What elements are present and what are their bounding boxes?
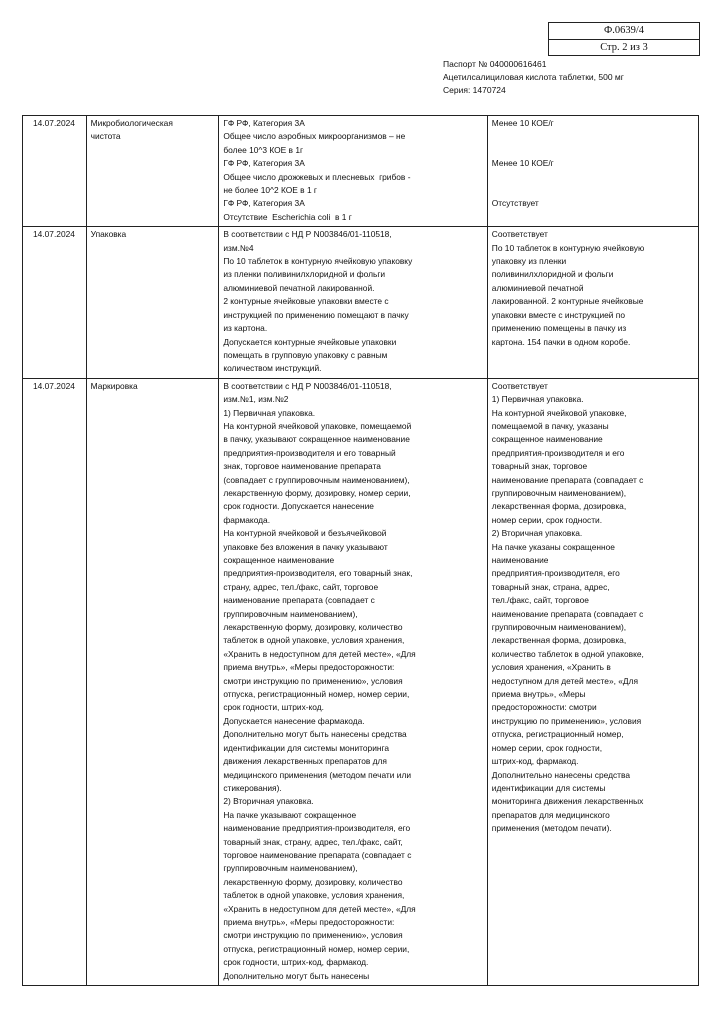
result-line: сокращенное наименование: [491, 434, 603, 445]
requirement-line: Допускается контурные ячейковые упаковки: [223, 336, 397, 347]
series-number: Серия: 1470724: [443, 85, 506, 95]
result-line: [492, 211, 694, 224]
result-line: мониторинга движения лекарственных: [491, 796, 644, 807]
result-line: отпуска, регистрационный номер,: [491, 729, 624, 740]
requirement-line: упаковке без вложения в пачку указывают: [223, 541, 388, 552]
result-line: [492, 184, 694, 197]
result-line: Соответствует: [491, 380, 548, 391]
result-line: алюминиевой печатной: [491, 282, 584, 293]
requirement-line: группировочным наименованием),: [223, 608, 358, 619]
result-line: наименование: [491, 555, 549, 565]
result-line: [492, 171, 694, 184]
passport-number: Паспорт № 040000616461: [443, 59, 547, 69]
requirement-line: Допускается нанесение фармакода.: [223, 715, 365, 726]
date-cell: [23, 227, 87, 378]
requirement-line: (совпадает с группировочным наименованием),: [223, 474, 410, 485]
test-name-line: Маркировка: [90, 380, 138, 391]
result-line: [492, 144, 694, 157]
result-line: приема внутрь», «Меры: [491, 689, 586, 700]
requirement-line: товарный знак, страну, адрес, тел./факс, сайт,: [223, 836, 403, 847]
result-line: номер серии, срок годности,: [491, 742, 603, 753]
requirement-line: изм.№1, изм.№2: [223, 394, 289, 405]
requirement-cell: [219, 227, 487, 378]
result-line: упаковки вместе с инструкцией по: [491, 309, 625, 320]
requirement-line: ГФ РФ, Категория 3А: [223, 158, 305, 169]
requirement-line: лекарственную форму, дозировку, количество: [223, 876, 403, 887]
requirement-line: Общее число аэробных микроорганизмов – не: [223, 131, 406, 142]
requirement-line: помещать в групповую упаковку с равным: [223, 349, 388, 360]
result-line: лекарственная форма, дозировка,: [491, 501, 627, 512]
requirement-line: «Хранить в недоступном для детей месте», «Для: [223, 648, 416, 659]
form-code-box: [548, 22, 700, 56]
requirement-line: медицинского применения (методом печати или: [223, 769, 412, 780]
requirement-line: идентификации для системы мониторинга: [223, 742, 390, 753]
requirement-line: таблеток в одной упаковке, условия хранения,: [223, 890, 405, 901]
requirement-line: Общее число дрожжевых и плесневых грибов -: [223, 171, 411, 182]
requirement-line: На контурной ячейковой упаковке, помещаемой: [223, 420, 412, 431]
passport-header: [443, 58, 624, 97]
result-line: препаратов для медицинского: [491, 809, 610, 820]
result-line: лекарственная форма, дозировка,: [491, 635, 627, 646]
requirement-line: 1) Первичная упаковка.: [223, 407, 316, 418]
requirement-line: алюминиевой печатной лакированной.: [223, 282, 375, 293]
result-line: На контурной ячейковой упаковке,: [491, 407, 627, 418]
test-name-line: Микробиологическая: [90, 118, 173, 128]
result-line: помещаемой в пачку, указаны: [491, 420, 609, 431]
test-date: 14.07.2024: [33, 118, 75, 128]
table-row: [23, 227, 699, 378]
requirement-line: сокращенное наименование: [223, 555, 335, 565]
requirement-line: приема внутрь», «Меры предосторожности:: [223, 662, 395, 673]
requirement-line: «Хранить в недоступном для детей месте», «Для: [223, 903, 416, 914]
form-code: Ф.0639/4: [603, 25, 645, 36]
requirement-line: приема внутрь», «Меры предосторожности:: [223, 916, 395, 927]
requirement-line: отпуска, регистрационный номер, номер серии,: [223, 689, 410, 700]
requirement-line: не более 10^2 КОЕ в 1 г: [223, 185, 317, 196]
requirement-line: таблеток в одной упаковке, условия хранения,: [223, 635, 405, 646]
result-line: 2) Вторичная упаковка.: [491, 528, 583, 539]
requirement-line: наименование препарата (совпадает с: [223, 595, 375, 606]
result-line: идентификации для системы: [491, 782, 606, 793]
result-line: лакированной. 2 контурные ячейковые: [491, 296, 644, 307]
result-line: применению помещены в пачку из: [491, 323, 627, 334]
requirement-cell: [219, 116, 487, 227]
result-line: применения (методом печати).: [491, 823, 612, 834]
result-line: группировочным наименованием),: [491, 487, 627, 498]
requirement-line: На пачке указывают сокращенное: [223, 809, 357, 820]
result-line: Менее 10 КОЕ/г: [491, 118, 554, 128]
requirement-line: Отсутствие Escherichia coli в 1 г: [223, 211, 352, 222]
requirement-line: отпуска, регистрационный номер, номер серии,: [223, 943, 410, 954]
table-row: [23, 378, 699, 985]
result-line: товарный знак, страна, адрес,: [491, 581, 610, 592]
requirement-line: фармакода.: [223, 514, 271, 525]
result-line: тел./факс, сайт, торговое: [491, 595, 589, 606]
requirement-line: Дополнительно могут быть нанесены средства: [223, 729, 407, 740]
requirement-line: 2) Вторичная упаковка.: [223, 796, 314, 807]
requirement-line: лекарственную форму, дозировку, количество: [223, 622, 403, 633]
requirement-line: стикерования).: [223, 782, 282, 793]
result-cell: [487, 227, 698, 378]
test-date: 14.07.2024: [33, 229, 75, 240]
result-line: упаковку из пленки: [491, 256, 567, 267]
requirement-line: 2 контурные ячейковые упаковки вместе с: [223, 296, 389, 307]
page-number: Стр. 2 из 3: [549, 39, 699, 56]
requirement-line: лекарственную форму, дозировку, номер серии,: [223, 487, 411, 498]
requirement-line: Дополнительно могут быть нанесены: [223, 970, 370, 981]
requirement-line: смотри инструкцию по применению», условия: [223, 930, 403, 941]
result-line: Соответствует: [491, 229, 548, 240]
result-line: картона. 154 пачки в одном коробе.: [491, 336, 631, 347]
result-line: условия хранения, «Хранить в: [491, 662, 611, 673]
result-line: предприятия-производителя и его: [491, 447, 625, 458]
requirement-line: На контурной ячейковой и безъячейковой: [223, 528, 387, 539]
test-name-line: чистота: [90, 131, 121, 142]
requirement-line: из картона.: [223, 323, 268, 334]
requirement-line: наименование предприятия-производителя, его: [223, 823, 411, 834]
date-cell: [23, 378, 87, 985]
result-line: [492, 130, 694, 143]
result-line: Менее 10 КОЕ/г: [491, 158, 554, 169]
requirement-line: группировочным наименованием),: [223, 863, 358, 874]
requirement-line: знак, торговое наименование препарата: [223, 461, 381, 472]
requirement-line: срок годности, штрих-код, фармакод.: [223, 957, 369, 968]
requirement-line: предприятия-производителя, его товарный знак,: [223, 568, 413, 579]
test-name-cell: [86, 378, 219, 985]
test-name-cell: [86, 227, 219, 378]
result-line: предприятия-производителя, его: [491, 568, 620, 579]
result-line: наименование препарата (совпадает с: [491, 608, 644, 619]
result-line: 1) Первичная упаковка.: [491, 394, 584, 405]
result-line: поливинилхлоридной и фольги: [491, 269, 614, 280]
result-cell: [487, 378, 698, 985]
result-line: По 10 таблеток в контурную ячейковую: [491, 242, 645, 253]
requirement-line: страну, адрес, тел./факс, сайт, торговое: [223, 581, 379, 592]
requirement-line: срок годности, штрих-код.: [223, 702, 324, 713]
result-line: группировочным наименованием),: [491, 622, 627, 633]
requirement-line: В соответствии с НД Р N003846/01-110518,: [223, 229, 392, 240]
requirement-line: более 10^3 КОЕ в 1г: [223, 144, 304, 155]
result-line: товарный знак, торговое: [491, 461, 588, 472]
result-line: Дополнительно нанесены средства: [491, 769, 631, 780]
table-row: [23, 116, 699, 227]
test-results-table: [22, 115, 699, 986]
product-name: Ацетилсалициловая кислота таблетки, 500 мг: [443, 72, 624, 82]
requirement-line: торговое наименование препарата (совпадает с: [223, 849, 412, 860]
requirement-line: ГФ РФ, Категория 3А: [223, 198, 305, 209]
result-line: инструкцию по применению», условия: [491, 715, 642, 726]
requirement-line: срок годности. Допускается нанесение: [223, 501, 374, 512]
result-line: наименование препарата (совпадает с: [491, 474, 644, 485]
result-line: штрих-код, фармакод.: [491, 756, 579, 767]
requirement-line: количеством инструкций.: [223, 363, 322, 374]
requirement-line: инструкцией по применению помещают в пачку: [223, 309, 409, 320]
requirement-line: изм.№4: [223, 242, 254, 253]
requirement-cell: [219, 378, 487, 985]
requirement-line: из пленки поливинилхлоридной и фольги: [223, 269, 386, 280]
requirement-line: предприятия-производителя и его товарный: [223, 447, 396, 458]
result-line: На пачке указаны сокращенное: [491, 541, 615, 552]
result-line: Отсутствует: [491, 198, 539, 209]
date-cell: [23, 116, 87, 227]
test-name-cell: [86, 116, 219, 227]
result-line: предосторожности: смотри: [491, 702, 597, 713]
requirement-line: По 10 таблеток в контурную ячейковую упаковку: [223, 256, 413, 267]
result-line: недоступном для детей месте», «Для: [491, 675, 639, 686]
requirement-line: смотри инструкцию по применению», условия: [223, 675, 403, 686]
requirement-line: ГФ РФ, Категория 3А: [223, 118, 305, 128]
result-cell: [487, 116, 698, 227]
result-line: номер серии, срок годности.: [491, 514, 603, 525]
test-name-line: Упаковка: [90, 229, 127, 240]
test-date: 14.07.2024: [33, 380, 75, 391]
result-line: количество таблеток в одной упаковке,: [491, 648, 644, 659]
requirement-line: В соответствии с НД Р N003846/01-110518,: [223, 380, 392, 391]
requirement-line: в пачку, указывают сокращенное наименование: [223, 434, 410, 445]
requirement-line: движения лекарственных препаратов для: [223, 756, 387, 767]
